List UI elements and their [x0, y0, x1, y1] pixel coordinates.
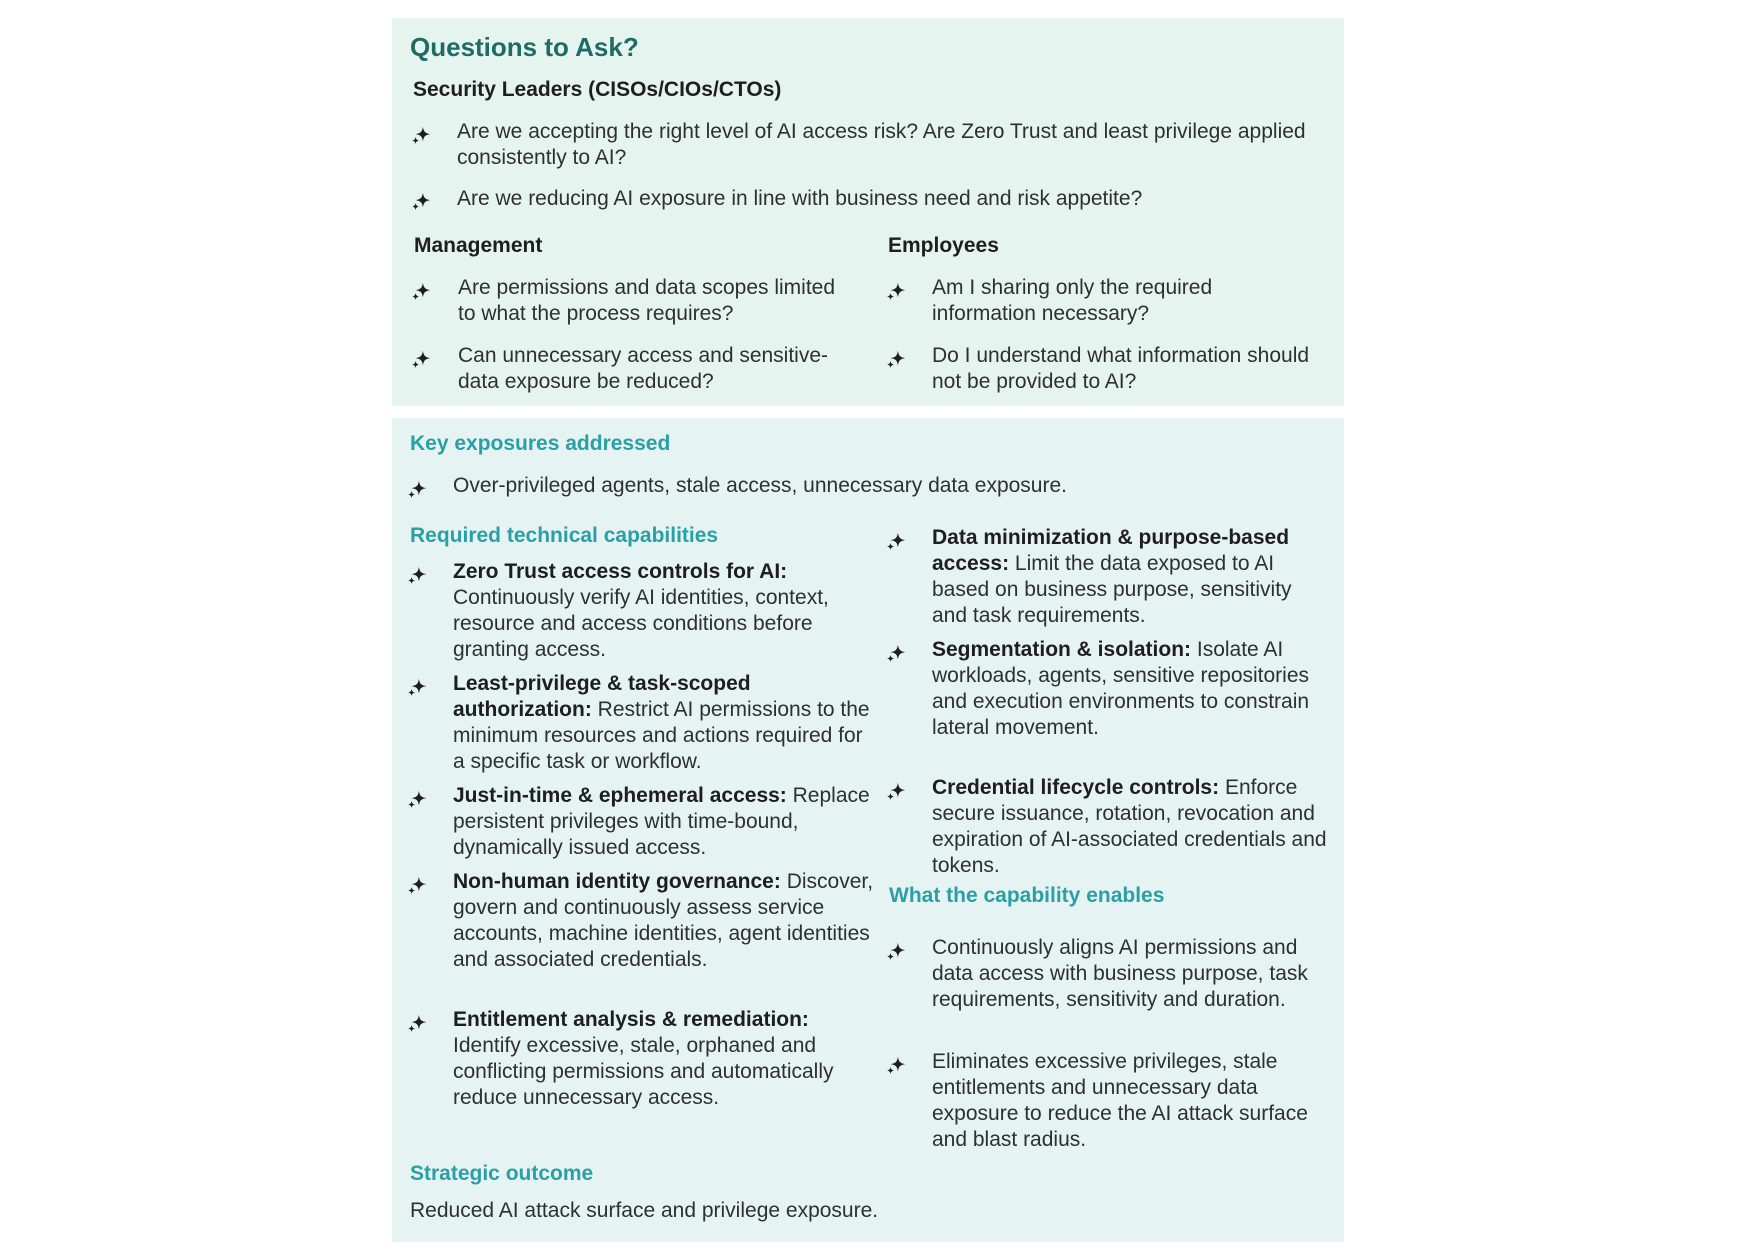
capability-item: [453, 783, 878, 861]
capability-item: [453, 869, 878, 973]
management-item: Can unnecessary access and sensitive-data exposure be reduced?: [458, 344, 829, 393]
capability-term: Just-in-time & ephemeral access:: [453, 784, 787, 807]
capability-term: Entitlement analysis & remediation:: [453, 1008, 809, 1031]
sparkle-icon: [407, 676, 429, 698]
sparkle-icon: [407, 564, 429, 586]
capability-term: Data minimization & purpose-based access:: [932, 526, 1290, 575]
capability-desc: Enforce secure issuance, rotation, revocation and expiration of AI-associated credentials and tokens.: [932, 776, 1327, 877]
exposures-heading: Key exposures addressed: [410, 432, 671, 455]
sparkle-icon: [411, 190, 433, 212]
capability-item: [453, 559, 878, 663]
exposures-item: Over-privileged agents, stale access, unnecessary data exposure.: [453, 474, 1067, 497]
capability-term: Least-privilege & task-scoped authorization:: [453, 672, 751, 721]
management-item: Are permissions and data scopes limited to what the process requires?: [458, 276, 836, 325]
capability-item: [932, 525, 1332, 629]
enables-heading: What the capability enables: [889, 884, 1165, 907]
capabilities-panel: [392, 418, 1344, 1242]
employees-heading: Employees: [888, 234, 999, 257]
capability-desc: Isolate AI workloads, agents, sensitive repositories and execution environments to constrain lateral movement.: [932, 638, 1310, 739]
management-heading: Management: [414, 234, 543, 257]
capability-desc: Limit the data exposed to AI based on business purpose, sensitivity and task requirements.: [932, 552, 1292, 627]
sparkle-icon: [886, 1054, 908, 1076]
sparkle-icon: [407, 1012, 429, 1034]
sparkle-icon: [886, 642, 908, 664]
sparkle-icon: [886, 780, 908, 802]
capability-item: [932, 775, 1332, 879]
capability-item: [932, 637, 1332, 741]
capability-desc: Discover, govern and continuously assess service accounts, machine identities, agent identities and associated credentials.: [453, 870, 874, 971]
sparkle-icon: [886, 280, 908, 302]
outcome-text: Reduced AI attack surface and privilege exposure.: [410, 1199, 879, 1222]
leaders-item: Are we accepting the right level of AI access risk? Are Zero Trust and least privilege applied consistently to AI?: [457, 120, 1306, 169]
sparkle-icon: [407, 478, 429, 500]
capability-term: Segmentation & isolation:: [932, 638, 1192, 661]
employees-item: Am I sharing only the required information necessary?: [932, 276, 1213, 325]
capability-term: Non-human identity governance:: [453, 870, 781, 893]
sparkle-icon: [411, 124, 433, 146]
capability-item: [453, 1007, 878, 1111]
capability-desc: Restrict AI permissions to the minimum resources and actions required for a specific task or workflow.: [453, 698, 870, 773]
sparkle-icon: [886, 530, 908, 552]
leaders-item: Are we reducing AI exposure in line with business need and risk appetite?: [457, 187, 1143, 210]
questions-panel: [392, 18, 1344, 406]
outcome-heading: Strategic outcome: [410, 1162, 594, 1185]
questions-title: Questions to Ask?: [410, 32, 639, 62]
capabilities-heading: Required technical capabilities: [410, 524, 719, 547]
capability-item: [453, 671, 878, 775]
sparkle-icon: [886, 940, 908, 962]
enables-item: Continuously aligns AI permissions and data access with business purpose, task requirements, sensitivity and duration.: [932, 936, 1308, 1011]
leaders-heading: Security Leaders (CISOs/CIOs/CTOs): [413, 78, 782, 101]
capability-desc: Identify excessive, stale, orphaned and conflicting permissions and automatically reduce unnecessary access.: [453, 1034, 834, 1109]
sparkle-icon: [411, 348, 433, 370]
capability-desc: Replace persistent privileges with time-bound, dynamically issued access.: [453, 784, 870, 859]
sparkle-icon: [407, 874, 429, 896]
capability-term: Zero Trust access controls for AI:: [453, 560, 788, 583]
sparkle-icon: [411, 280, 433, 302]
capability-desc: Continuously verify AI identities, context, resource and access conditions before granting access.: [453, 586, 829, 661]
employees-item: Do I understand what information should not be provided to AI?: [932, 344, 1310, 393]
enables-item: Eliminates excessive privileges, stale entitlements and unnecessary data exposure to reduce the AI attack surface and blast radius.: [932, 1050, 1308, 1151]
sparkle-icon: [886, 348, 908, 370]
sparkle-icon: [407, 788, 429, 810]
capability-term: Credential lifecycle controls:: [932, 776, 1220, 799]
